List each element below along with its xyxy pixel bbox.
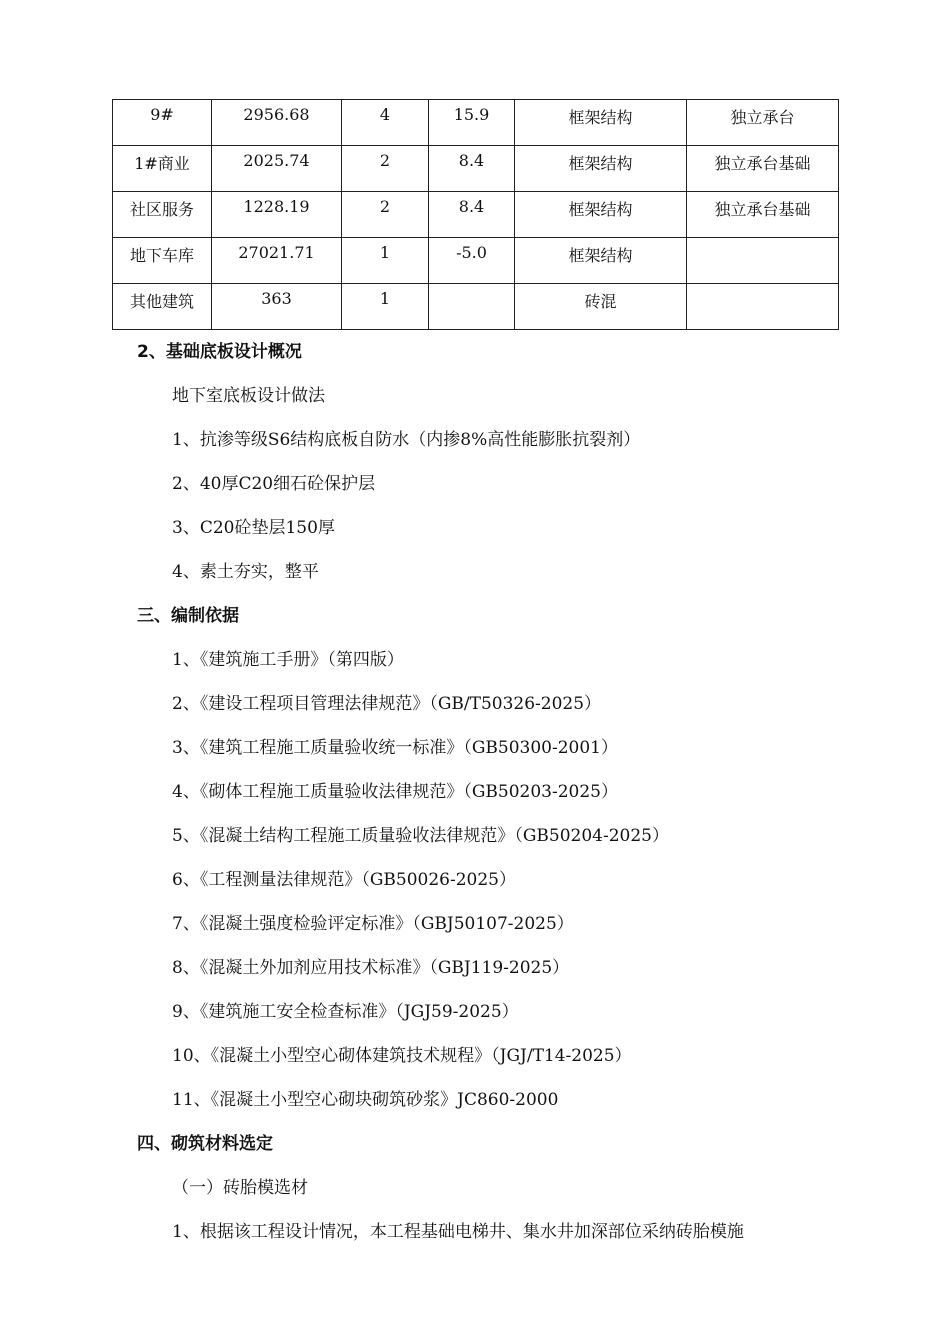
table-cell: 地下车库 xyxy=(113,238,212,284)
reference-item: 1、《建筑施工手册》（第四版） xyxy=(172,650,404,670)
reference-item: 7、《混凝土强度检验评定标准》（GBJ50107-2025） xyxy=(172,914,574,934)
building-table xyxy=(112,99,839,330)
section2-item: 1、抗渗等级S6结构底板自防水（内掺8%高性能膨胀抗裂剂） xyxy=(172,430,641,450)
table-cell: 8.4 xyxy=(429,192,515,238)
table-row xyxy=(113,100,839,146)
table-cell: 9# xyxy=(113,100,212,146)
table-cell xyxy=(429,284,515,330)
table-row xyxy=(113,192,839,238)
table-cell: 4 xyxy=(342,100,429,146)
table-cell: 1228.19 xyxy=(212,192,342,238)
table-cell: 框架结构 xyxy=(515,238,687,284)
section2-subtitle: 地下室底板设计做法 xyxy=(172,386,325,406)
table-cell: 其他建筑 xyxy=(113,284,212,330)
reference-item: 5、《混凝土结构工程施工质量验收法律规范》（GB50204-2025） xyxy=(172,826,669,846)
section2-item: 3、C20砼垫层150厚 xyxy=(172,518,335,538)
section2-heading: 2、基础底板设计概况 xyxy=(137,342,302,362)
section4-subtitle: （一）砖胎模选材 xyxy=(172,1178,308,1198)
section2-item: 2、40厚C20细石砼保护层 xyxy=(172,474,376,494)
reference-item: 2、《建设工程项目管理法律规范》（GB/T50326-2025） xyxy=(172,694,602,714)
table-cell: 独立承台基础 xyxy=(687,146,839,192)
reference-item: 9、《建筑施工安全检查标准》（JGJ59-2025） xyxy=(172,1002,519,1022)
table-cell: 363 xyxy=(212,284,342,330)
table-cell: 2956.68 xyxy=(212,100,342,146)
section2-item: 4、素土夯实，整平 xyxy=(172,562,319,582)
table-cell: 独立承台基础 xyxy=(687,192,839,238)
table-row xyxy=(113,238,839,284)
table-cell: 框架结构 xyxy=(515,100,687,146)
table-row xyxy=(113,284,839,330)
table-cell: -5.0 xyxy=(429,238,515,284)
table-cell xyxy=(687,238,839,284)
section3-heading: 三、编制依据 xyxy=(137,606,239,626)
table-cell: 独立承台 xyxy=(687,100,839,146)
table-cell: 15.9 xyxy=(429,100,515,146)
table-cell xyxy=(687,284,839,330)
reference-item: 10、《混凝土小型空心砌体建筑技术规程》（JGJ/T14-2025） xyxy=(172,1046,632,1066)
table-cell: 砖混 xyxy=(515,284,687,330)
reference-item: 4、《砌体工程施工质量验收法律规范》（GB50203-2025） xyxy=(172,782,618,802)
table-row xyxy=(113,146,839,192)
section4-heading: 四、砌筑材料选定 xyxy=(137,1134,273,1154)
section4-item: 1、根据该工程设计情况，本工程基础电梯井、集水井加深部位采纳砖胎模施 xyxy=(172,1222,744,1242)
table-cell: 8.4 xyxy=(429,146,515,192)
table-cell: 2 xyxy=(342,192,429,238)
table-cell: 框架结构 xyxy=(515,146,687,192)
table-cell: 社区服务 xyxy=(113,192,212,238)
table-cell: 1 xyxy=(342,238,429,284)
table-cell: 2 xyxy=(342,146,429,192)
table-cell: 1#商业 xyxy=(113,146,212,192)
table-cell: 2025.74 xyxy=(212,146,342,192)
reference-item: 11、《混凝土小型空心砌块砌筑砂浆》JC860-2000 xyxy=(172,1090,559,1110)
reference-item: 6、《工程测量法律规范》（GB50026-2025） xyxy=(172,870,516,890)
table-cell: 框架结构 xyxy=(515,192,687,238)
table-cell: 1 xyxy=(342,284,429,330)
reference-item: 3、《建筑工程施工质量验收统一标准》（GB50300-2001） xyxy=(172,738,618,758)
reference-item: 8、《混凝土外加剂应用技术标准》（GBJ119-2025） xyxy=(172,958,570,978)
table-cell: 27021.71 xyxy=(212,238,342,284)
